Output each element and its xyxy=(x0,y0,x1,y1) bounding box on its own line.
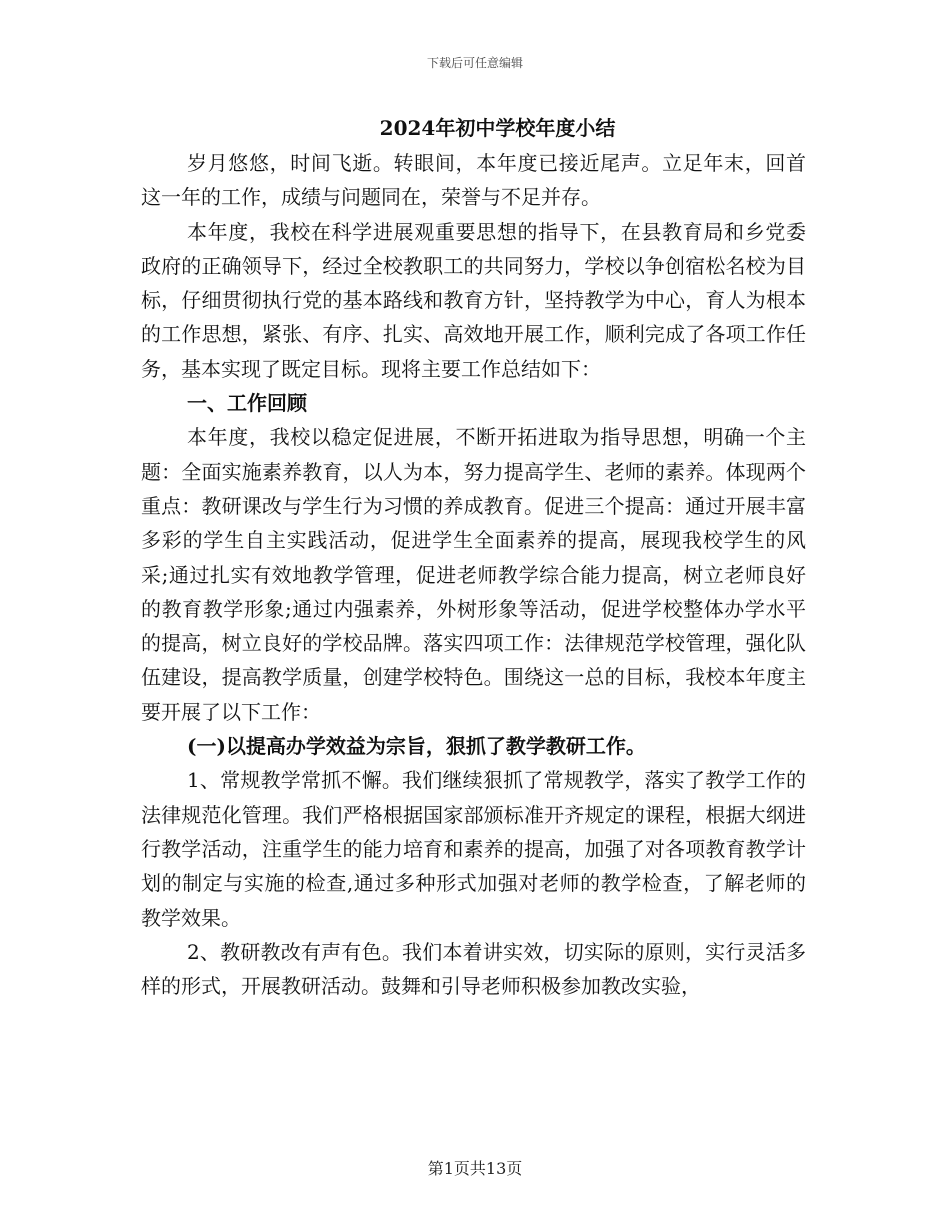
paragraph-overview: 本年度，我校在科学进展观重要思想的指导下，在县教育局和乡党委政府的正确领导下，经过全校教职工的共同努力，学校以争创宿松名校为目标，仔细贯彻执行党的基本路线和教育方针，坚持教学为中心，育人为根本的工作思想，紧张、有序、扎实、高效地开展工作，顺利完成了各项工作任务，基本实现了既定目标。现将主要工作总结如下： xyxy=(141,219,806,381)
paragraph-teaching-research: 2、教研教改有声有色。我们本着讲实效，切实际的原则，实行灵活多样的形式，开展教研活动。鼓舞和引导老师积极参加教改实验， xyxy=(141,939,806,999)
subsection-heading-teaching: (一)以提高办学效益为宗旨，狠抓了教学教研工作。 xyxy=(187,734,646,759)
document-title: 2024年初中学校年度小结 xyxy=(379,116,616,140)
paragraph-intro: 岁月悠悠，时间飞逝。转眼间，本年度已接近尾声。立足年末，回首这一年的工作，成绩与问题同在，荣誉与不足并存。 xyxy=(141,151,806,210)
section-heading-review: 一、工作回顾 xyxy=(187,391,307,416)
paragraph-routine-teaching: 1、常规教学常抓不懈。我们继续狠抓了常规教学，落实了教学工作的法律规范化管理。我们严格根据国家部颁标准开齐规定的课程，根据大纲进行教学活动，注重学生的能力培育和素养的提高，加强了对各项教育教学计划的制定与实施的检查,通过多种形式加强对老师的教学检查，了解老师的教学效果。 xyxy=(141,768,806,930)
paragraph-review: 本年度，我校以稳定促进展，不断开拓进取为指导思想，明确一个主题：全面实施素养教育，以人为本，努力提高学生、老师的素养。体现两个重点：教研课改与学生行为习惯的养成教育。促进三个提高：通过开展丰富多彩的学生自主实践活动，促进学生全面素养的提高，展现我校学生的风采;通过扎实有效地教学管理，促进老师教学综合能力提高，树立老师良好的教育教学形象;通过内强素养，外树形象等活动，促进学校整体办学水平的提高，树立良好的学校品牌。落实四项工作：法律规范学校管理，强化队伍建设，提高教学质量，创建学校特色。围绕这一总的目标，我校本年度主要开展了以下工作： xyxy=(141,425,806,724)
document-body xyxy=(141,146,806,1003)
page-footer: 第1页共13页 xyxy=(427,1159,523,1178)
header-note: 下载后可任意编辑 xyxy=(426,56,523,70)
